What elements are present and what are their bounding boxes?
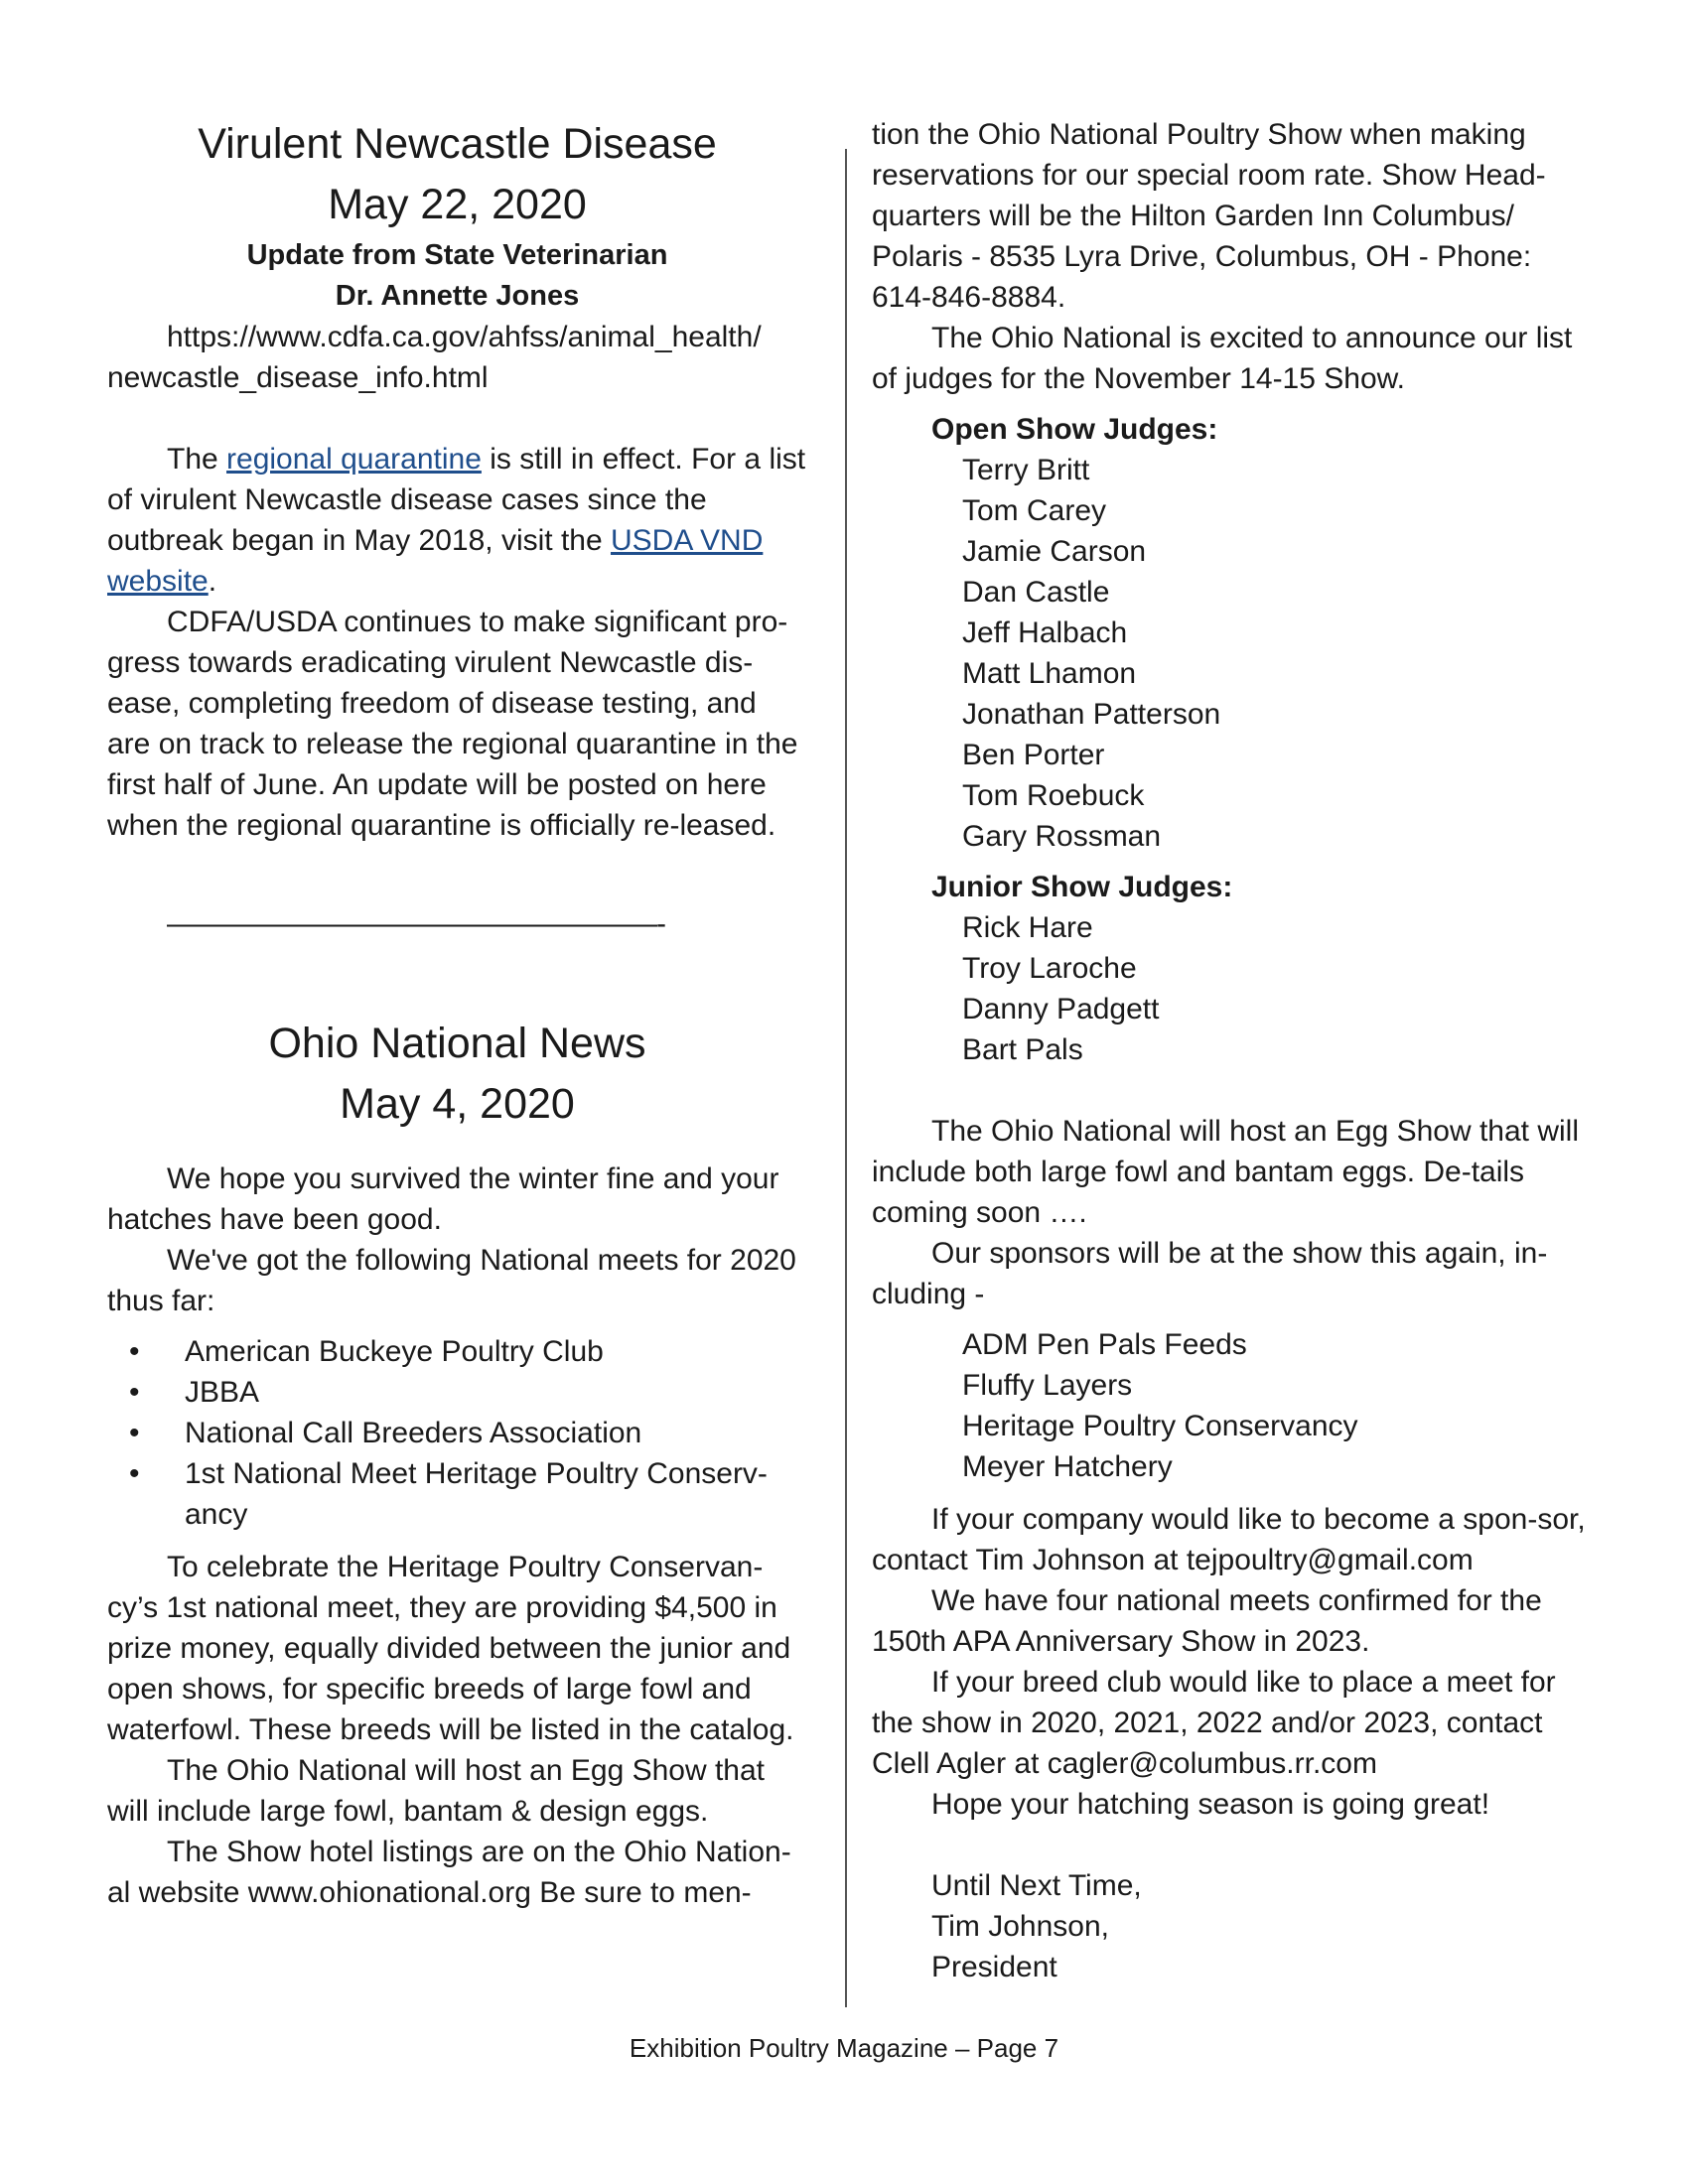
open-judges-heading: Open Show Judges: xyxy=(931,413,1218,446)
egg-show-paragraph: The Ohio National will host an Egg Show that will include both large fowl and bantam eggs. De-tails coming soon …. xyxy=(872,1115,1580,1229)
list-item: Ben Porter xyxy=(962,739,1105,771)
four-meets-paragraph: We have four national meets confirmed for the 150th APA Anniversary Show in 2023. xyxy=(872,1584,1542,1658)
hatching-wish: Hope your hatching season is going great! xyxy=(931,1788,1490,1821)
vnd-subtitle: Update from State Veterinarian xyxy=(246,239,668,271)
signoff-title: President xyxy=(931,1951,1057,1983)
vnd-title: Virulent Newcastle Disease xyxy=(198,120,717,168)
signoff-line-1: Until Next Time, xyxy=(931,1869,1142,1902)
breed-club-paragraph: If your breed club would like to place a meet for the show in 2020, 2021, 2022 and/or 2023, contact Clell Agler at cagler@columbus.rr.com xyxy=(872,1666,1556,1780)
section-separator: —————————————————- xyxy=(167,907,665,940)
sponsor-contact-paragraph: If your company would like to become a spon-sor, contact Tim Johnson at tejpoultry@gmail.com xyxy=(872,1503,1586,1576)
judges-intro: The Ohio National is excited to announce our list of judges for the November 14-15 Show. xyxy=(872,322,1573,395)
list-item: Troy Laroche xyxy=(962,952,1137,985)
ohio-paragraph-1: We hope you survived the winter fine and your hatches have been good. xyxy=(107,1162,779,1236)
usda-vnd-website-link[interactable]: USDA VND website xyxy=(107,524,764,598)
right-column xyxy=(872,114,1587,1987)
list-item: Dan Castle xyxy=(962,576,1110,609)
list-item: • 1st National Meet Heritage Poultry Conserv-ancy xyxy=(107,1453,807,1535)
ohio-date: May 4, 2020 xyxy=(340,1080,575,1128)
spacer xyxy=(107,1135,807,1159)
list-item: Tom Carey xyxy=(962,494,1107,527)
ohio-paragraph-2: We've got the following National meets for 2020 thus far: xyxy=(107,1244,796,1317)
list-item: Gary Rossman xyxy=(962,820,1162,853)
list-item: Matt Lhamon xyxy=(962,657,1137,690)
list-item: Terry Britt xyxy=(962,454,1090,486)
ohio-title: Ohio National News xyxy=(268,1020,646,1067)
list-item: ADM Pen Pals Feeds xyxy=(962,1328,1247,1361)
continued-paragraph: tion the Ohio National Poultry Show when making reservations for our special room rate. Show Head-quarters will be the Hilton Garden Inn Columbus/ Polaris - 8535 Lyra Drive, Columbus, OH - Phone: 614-846-8884. xyxy=(872,118,1546,314)
vnd-paragraph-2: CDFA/USDA continues to make significant pro-gress towards eradicating virulent Newcastle dis-ease, completing freedom of disease testing, and are on track to release the regional quarantine in the first half of June. An update will be posted on here when the regional quarantine is officially re-leased. xyxy=(107,606,798,842)
regional-quarantine-link[interactable]: regional quarantine xyxy=(226,443,482,476)
ohio-paragraph-3: To celebrate the Heritage Poultry Conservan-cy’s 1st national meet, they are providing $4,500 in prize money, equally divided between the junior and open shows, for specific breeds of large fowl and waterfowl. These breeds will be listed in the catalog. xyxy=(107,1551,794,1746)
vnd-url-line2: newcastle_disease_info.html xyxy=(107,361,489,394)
junior-judges-heading: Junior Show Judges: xyxy=(931,871,1233,903)
list-item: Danny Padgett xyxy=(962,993,1160,1025)
list-item: Rick Hare xyxy=(962,911,1093,944)
ohio-paragraph-5: The Show hotel listings are on the Ohio Nation-al website www.ohionational.org Be sure to men- xyxy=(107,1836,791,1909)
text-run: . xyxy=(208,565,217,598)
list-item: Heritage Poultry Conservancy xyxy=(962,1410,1358,1442)
list-item: Jeff Halbach xyxy=(962,616,1128,649)
spacer xyxy=(107,398,807,439)
list-item: • American Buckeye Poultry Club xyxy=(107,1331,807,1372)
sponsors-intro: Our sponsors will be at the show this again, in-cluding - xyxy=(872,1237,1548,1310)
vnd-url-line1: https://www.cdfa.ca.gov/ahfss/animal_health/ xyxy=(167,321,762,353)
vnd-date: May 22, 2020 xyxy=(328,181,587,228)
spacer xyxy=(872,1825,1587,1865)
spacer xyxy=(872,1070,1587,1111)
ohio-paragraph-4: The Ohio National will host an Egg Show that will include large fowl, bantam & design eggs. xyxy=(107,1754,766,1828)
left-column xyxy=(107,114,807,1913)
list-item: • JBBA xyxy=(107,1372,807,1413)
vnd-paragraph-1 xyxy=(107,439,807,602)
text-run: is still in effect. For a list of virulent Newcastle disease cases since the outbreak began in May 2018, visit the xyxy=(107,443,806,557)
sponsors-list xyxy=(962,1324,1587,1487)
junior-judges-list xyxy=(962,907,1587,1070)
list-item: Meyer Hatchery xyxy=(962,1450,1173,1483)
open-judges-list xyxy=(962,450,1587,857)
column-divider xyxy=(845,149,847,2007)
list-item: Tom Roebuck xyxy=(962,779,1145,812)
list-item: Jonathan Patterson xyxy=(962,698,1221,731)
list-item: • National Call Breeders Association xyxy=(107,1413,807,1453)
text-run: The xyxy=(167,443,227,476)
list-item: Jamie Carson xyxy=(962,535,1147,568)
meets-list xyxy=(107,1331,807,1535)
list-item: Fluffy Layers xyxy=(962,1369,1133,1402)
vnd-author: Dr. Annette Jones xyxy=(335,280,580,312)
signoff-name: Tim Johnson, xyxy=(931,1910,1109,1943)
list-item: Bart Pals xyxy=(962,1033,1083,1066)
page-footer: Exhibition Poultry Magazine – Page 7 xyxy=(629,2033,1059,2063)
